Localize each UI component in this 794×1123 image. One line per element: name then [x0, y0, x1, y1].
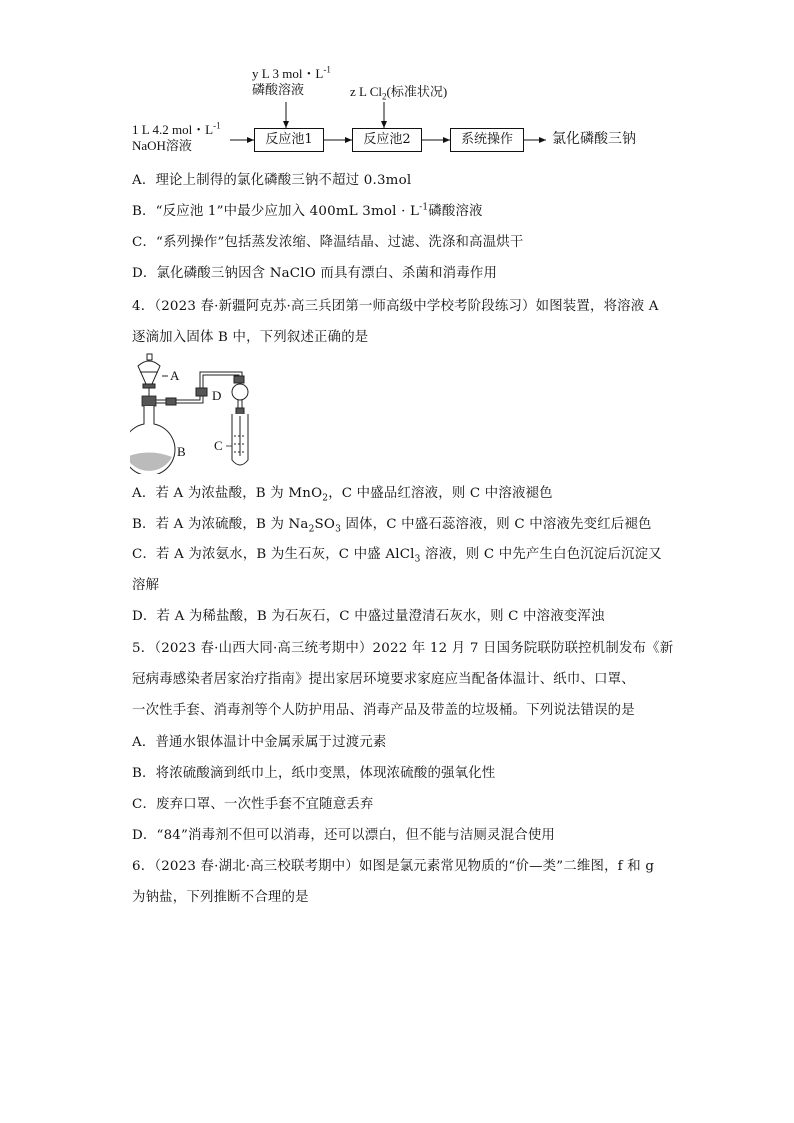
- h3po4-input-label: y L 3 mol・$L^{-1}$ 磷酸溶液: [252, 64, 331, 97]
- test-tube: [232, 414, 248, 465]
- flask-stopper: [142, 396, 156, 406]
- q3-option-a: A．理论上制得的氯化磷酸三钠不超过 0.3mol: [132, 173, 412, 188]
- q5-option-b: B．将浓硫酸滴到纸巾上，纸巾变黑，体现浓硫酸的强氧化性: [132, 766, 496, 781]
- q5-stem-line2: 冠病毒感染者居家治疗指南》提出家居环境要求家庭应当配备体温计、纸巾、口罩、: [132, 672, 635, 687]
- label-d: D: [212, 388, 222, 403]
- label-c: C: [214, 438, 223, 453]
- round-bottom-flask: [130, 406, 175, 474]
- q5-stem-line3: 一次性手套、消毒剂等个人防护用品、消毒产品及带盖的垃圾桶。下列说法错误的是: [132, 703, 635, 718]
- process-flowchart: [120, 62, 680, 162]
- gas-generation-apparatus-figure: [130, 352, 270, 474]
- q5-option-a: A．普通水银体温计中金属汞属于过渡元素: [132, 735, 387, 750]
- label-a: A: [170, 368, 180, 383]
- reaction-pool-2-box: 反应池2: [352, 128, 422, 152]
- q4-option-a: A．若 A 为浓盐酸，B 为 MnO$_2$，C 中盛品红溶液，则 C 中溶液褪色: [132, 486, 553, 504]
- q4-option-c-line2: 溶解: [132, 578, 160, 593]
- q4-option-c: C．若 A 为浓氨水，B 为生石灰，C 中盛 AlCl$_3$ 溶液，则 C 中先产生白色沉淀后沉淀又: [132, 547, 662, 565]
- q6-stem-line1: 6．（2023 春·湖北·高三校联考期中）如图是氯元素常见物质的“价—类”二维图，f 和 g: [132, 859, 655, 874]
- q4-option-d: D．若 A 为稀盐酸，B 为石灰石，C 中盛过量澄清石灰水，则 C 中溶液变浑浊: [132, 609, 605, 624]
- reaction-pool-1-box: 反应池1: [254, 128, 324, 152]
- q5-stem-line1: 5．（2023 春·山西大同·高三统考期中）2022 年 12 月 7 日国务院联防联控机制发布《新: [132, 641, 674, 656]
- label-b: B: [177, 444, 186, 459]
- q6-stem-line2: 为钠盐，下列推断不合理的是: [132, 890, 309, 905]
- product-label: 氯化磷酸三钠: [552, 132, 636, 147]
- q5-option-d: D．“84”消毒剂不但可以消毒，还可以漂白，但不能与洁厕灵混合使用: [132, 828, 556, 843]
- cl2-input-label: z L $Cl_2$(标准状况): [350, 84, 448, 102]
- q5-option-c: C．废弃口罩、一次性手套不宜随意丢弃: [132, 797, 374, 812]
- q3-option-d: D．氯化磷酸三钠因含 NaClO 而具有漂白、杀菌和消毒作用: [132, 266, 498, 281]
- separatory-funnel: [138, 354, 168, 396]
- q4-stem-line2: 逐滴加入固体 B 中，下列叙述正确的是: [132, 330, 369, 345]
- drying-bulb: [232, 384, 248, 416]
- q3-option-c: C．“系列操作”包括蒸发浓缩、降温结晶、过滤、洗涤和高温烘干: [132, 235, 524, 250]
- naoh-input-label: 1 L 4.2 mol・$L^{-1}$ NaOH溶液: [132, 120, 221, 153]
- apparatus-drawing: [130, 352, 270, 474]
- system-operation-box: 系统操作: [450, 128, 524, 152]
- q3-option-b: B．“反应池 1”中最少应加入 400mL $3mol \cdot L^{-1}$磷酸溶液: [132, 202, 483, 219]
- q4-stem-line1: 4．（2023 春·新疆阿克苏·高三兵团第一师高级中学校考阶段练习）如图装置，将溶液 A: [132, 299, 659, 314]
- q4-option-b: B．若 A 为浓硫酸，B 为 $Na_2SO_3$ 固体，C 中盛石蕊溶液，则 C 中溶液先变红后褪色: [132, 517, 652, 535]
